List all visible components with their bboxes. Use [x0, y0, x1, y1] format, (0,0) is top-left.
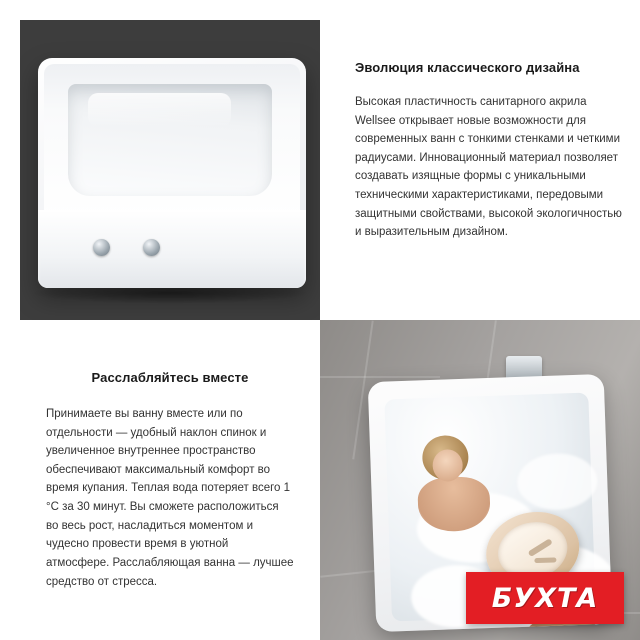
bottom-left-text-block — [46, 370, 294, 591]
watermark-logo-text: БУХТА — [491, 582, 599, 614]
bottom-left-body: Принимаете вы ванну вместе или по отдельности — удобный наклон спинок и увеличенное внутреннее пространство обеспечивают максимальный комфорт во время купания. Теплая вода потеряет всего 1 °C за 30 минут. Вы сможете расположиться во весь рост, насладиться моментом и чудесно провести время в уютной атмосфере. Расслабляющая ванна — лучшее средство от стресса. — [46, 407, 294, 588]
tub-rim — [44, 64, 300, 218]
tub-drain-icon — [143, 239, 160, 256]
tub-inner-basin — [68, 84, 272, 196]
bottom-left-heading: Расслабляйтесь вместе — [91, 370, 249, 385]
tub-front-panel — [38, 210, 306, 288]
tray-item — [534, 557, 556, 563]
foam-blob — [516, 452, 598, 511]
watermark-logo — [466, 572, 624, 624]
top-right-body: Высокая пластичность санитарного акрила Wellsee открывает новые возможности для современных ванн с тонкими стенками и четкими радиусами. Инновационный материал позволяет создавать изящные формы с уникальными техническими характеристиками, передовыми защитными свойствами, высокой экологичностью и выразительным дизайном. — [355, 95, 622, 239]
bathtub-illustration — [38, 58, 306, 288]
tile-seam — [320, 376, 440, 378]
product-photo-panel — [20, 20, 320, 320]
lifestyle-photo-panel — [320, 320, 640, 640]
tub-highlight — [88, 93, 231, 127]
top-right-text-block — [355, 60, 623, 242]
tray-item — [528, 538, 553, 557]
top-right-heading: Эволюция классического дизайна — [355, 60, 580, 75]
tub-knob-icon — [93, 239, 110, 256]
